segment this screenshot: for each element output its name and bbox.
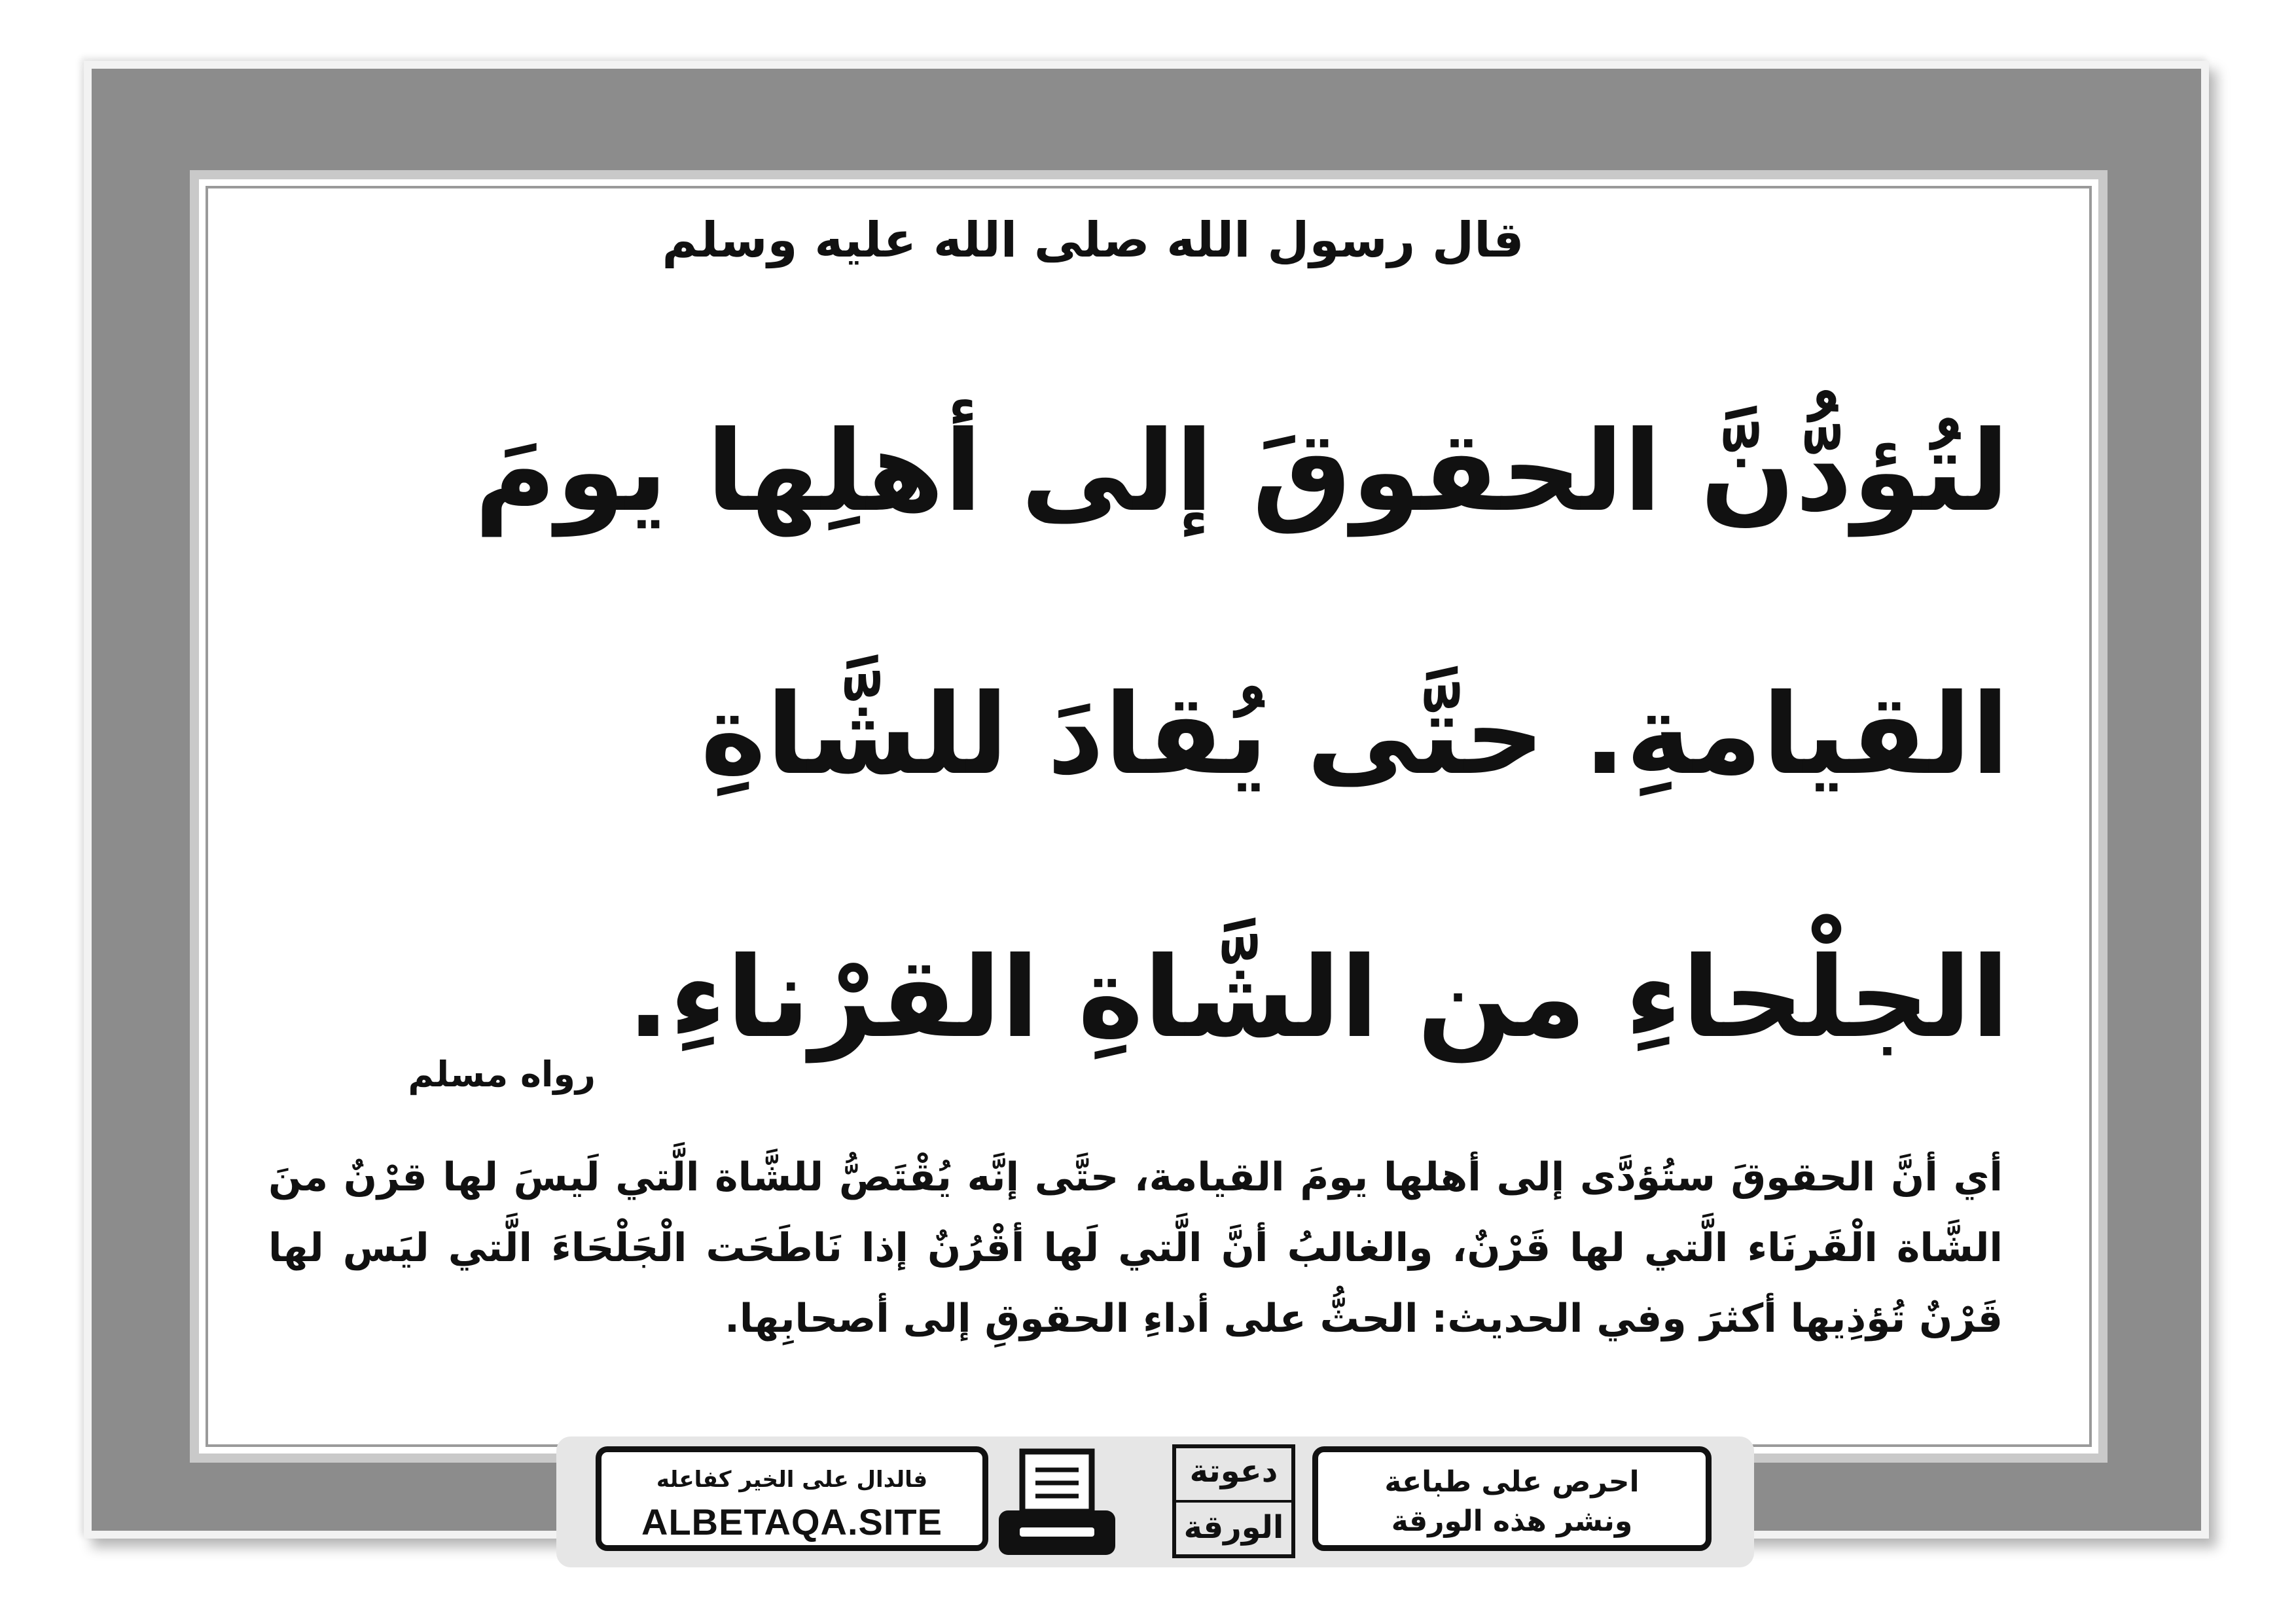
footer-site-box (596, 1446, 988, 1551)
footer-note-line-1: احرص على طباعة (1384, 1465, 1640, 1499)
logo-line-1: دعوتة (1189, 1453, 1278, 1489)
footer-site-link[interactable]: ALBETAQA.SITE (641, 1501, 942, 1543)
hadith-source: رواه مسلم (408, 1054, 596, 1095)
explanation-text: أي أنَّ الحقوقَ ستُؤدَّى إلى أهلها يومَ القيامة، حتَّى إنَّه يُقْتَصُّ للشَّاة الَّتي لَيسَ لها قرْنٌ منَ الشَّاة الْقَرنَاء الَّتي لها قَرْنٌ، والغالبُ أنَّ الَّتي لَها أقْرُنٌ إذا نَاطَحَت الْجَلْحَاءَ الَّتي ليَس لها قَرْنٌ تُؤذِيها أكثرَ وفي الحديث: الحثُّ على أداءِ الحقوقِ إلى أصحابِها. (268, 1154, 2003, 1342)
footer-note-box (1312, 1446, 1712, 1551)
logo-line-2: الورقة (1183, 1509, 1284, 1546)
hadith-text: لتُؤدُّنَّ الحقوقَ إلى أهلِها يومَ القيامةِ. حتَّى يُقادَ للشَّاةِ الجلْحاءِ من الشَّاةِ القرْناءِ. (474, 407, 2009, 1063)
printer-icon (995, 1448, 1119, 1559)
intro-heading: قال رسول الله صلى الله عليه وسلم (662, 212, 1524, 268)
footer-note-line-2: ونشر هذه الورقة (1391, 1505, 1633, 1538)
footer-slogan: فالدال على الخير كفاعله (656, 1467, 928, 1493)
dawa-logo (1172, 1444, 1296, 1559)
